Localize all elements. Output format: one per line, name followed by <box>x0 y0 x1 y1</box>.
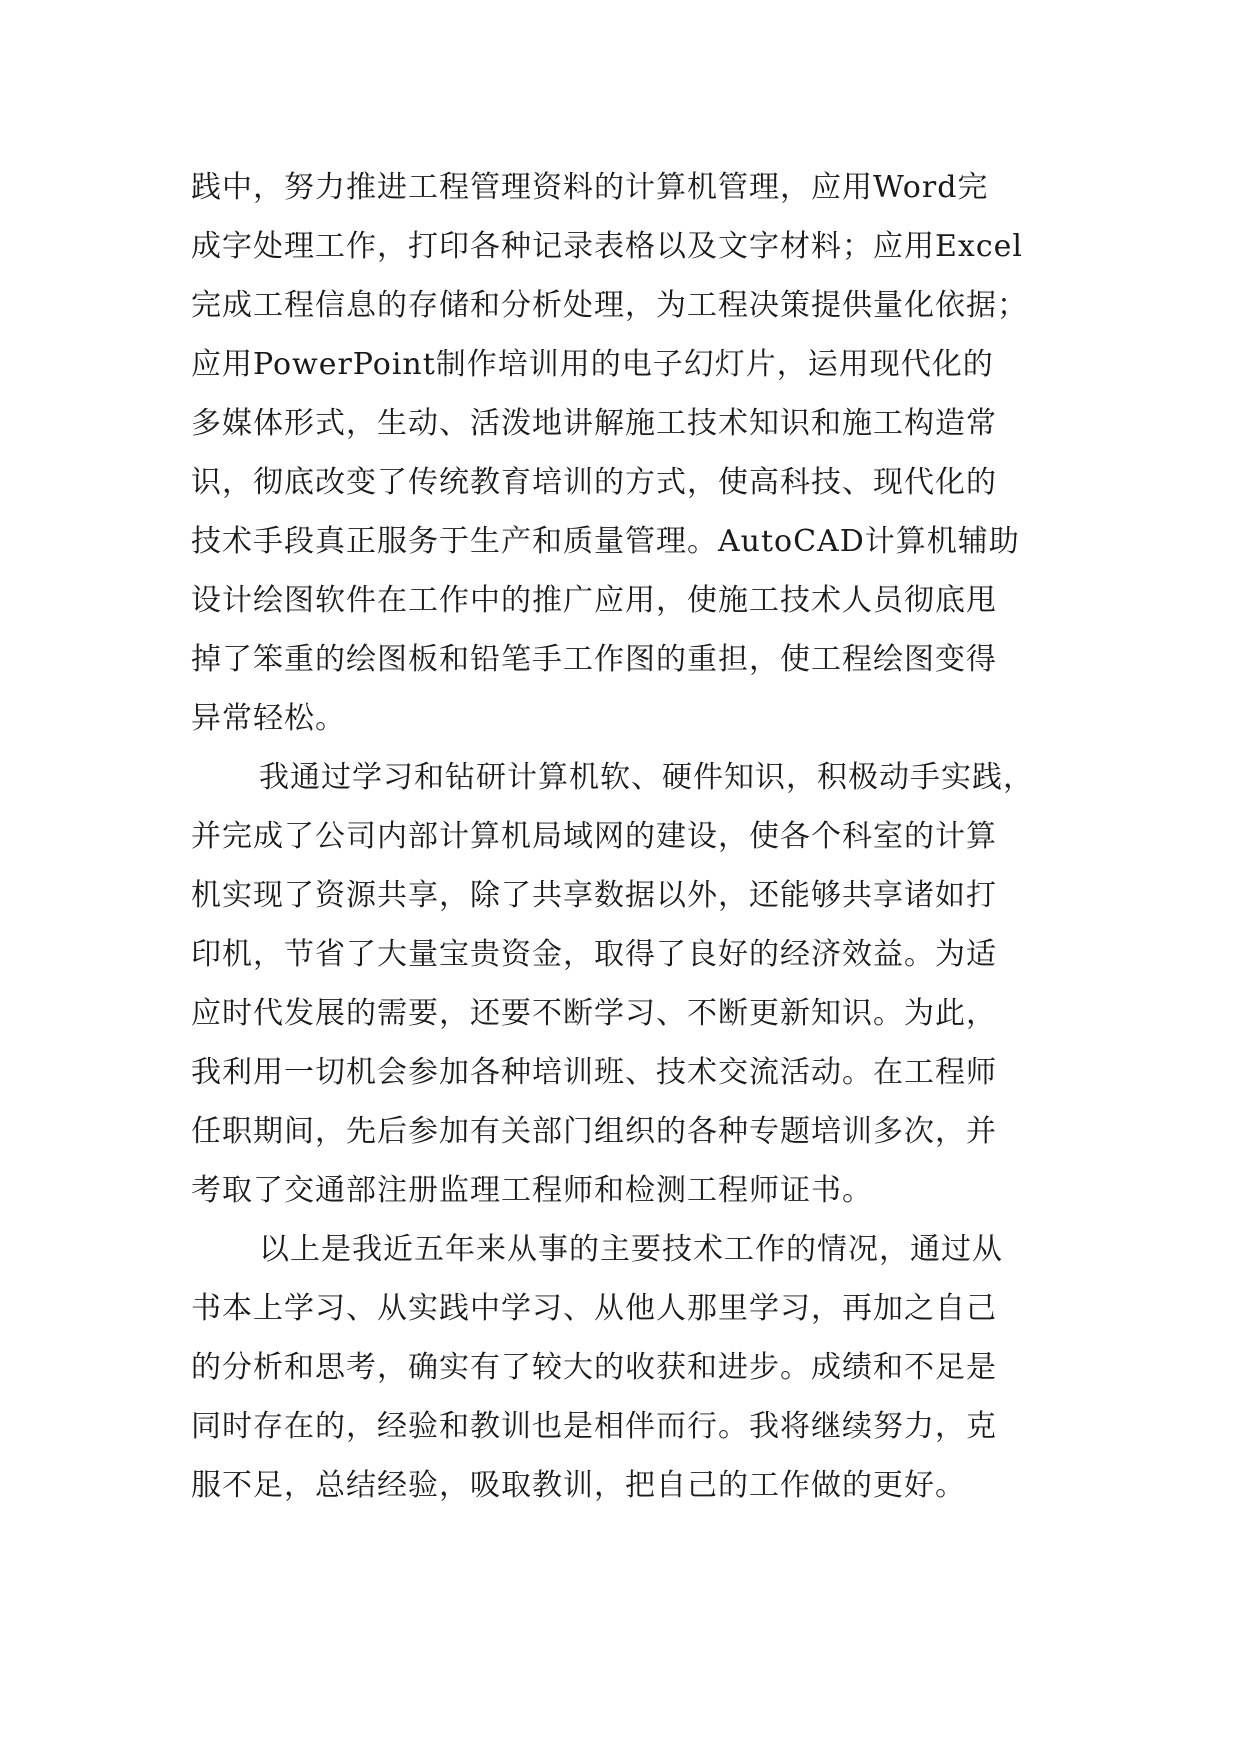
text-line: 服不足，总结经验，吸取教训，把自己的工作做的更好。 <box>191 1468 966 1503</box>
text-line: 践中，努力推进工程管理资料的计算机管理，应用Word完 <box>191 170 989 205</box>
text-line: 应时代发展的需要，还要不断学习、不断更新知识。为此， <box>191 996 997 1031</box>
text-line: 掉了笨重的绘图板和铅笔手工作图的重担，使工程绘图变得 <box>191 642 997 677</box>
text-line: 多媒体形式，生动、活泼地讲解施工技术知识和施工构造常 <box>191 406 997 441</box>
text-line: 印机，节省了大量宝贵资金，取得了良好的经济效益。为适 <box>191 937 997 972</box>
text-line: 异常轻松。 <box>191 701 346 736</box>
text-line: 完成工程信息的存储和分析处理，为工程决策提供量化依据； <box>191 288 1028 323</box>
text-line: 以上是我近五年来从事的主要技术工作的情况，通过从 <box>259 1232 1003 1267</box>
text-line: 识，彻底改变了传统教育培训的方式，使高科技、现代化的 <box>191 465 997 500</box>
text-line: 考取了交通部注册监理工程师和检测工程师证书。 <box>191 1173 873 1208</box>
text-line: 技术手段真正服务于生产和质量管理。AutoCAD计算机辅助 <box>191 524 1020 559</box>
document-body <box>191 158 1051 1515</box>
text-line: 我利用一切机会参加各种培训班、技术交流活动。在工程师 <box>191 1055 997 1090</box>
text-line: 任职期间，先后参加有关部门组织的各种专题培训多次，并 <box>191 1114 997 1149</box>
text-line: 设计绘图软件在工作中的推广应用，使施工技术人员彻底甩 <box>191 583 997 618</box>
text-line: 书本上学习、从实践中学习、从他人那里学习，再加之自己 <box>191 1291 997 1326</box>
paragraph-2 <box>191 748 1051 1220</box>
text-line: 成字处理工作，打印各种记录表格以及文字材料；应用Excel <box>191 229 1023 264</box>
paragraph-3 <box>191 1220 1051 1515</box>
paragraph-1 <box>191 158 1051 748</box>
text-line: 的分析和思考，确实有了较大的收获和进步。成绩和不足是 <box>191 1350 997 1385</box>
text-line: 我通过学习和钻研计算机软、硬件知识，积极动手实践， <box>259 760 1034 795</box>
text-line: 机实现了资源共享，除了共享数据以外，还能够共享诸如打 <box>191 878 997 913</box>
text-line: 并完成了公司内部计算机局域网的建设，使各个科室的计算 <box>191 819 997 854</box>
text-line: 应用PowerPoint制作培训用的电子幻灯片，运用现代化的 <box>191 347 994 382</box>
text-line: 同时存在的，经验和教训也是相伴而行。我将继续努力，克 <box>191 1409 997 1444</box>
